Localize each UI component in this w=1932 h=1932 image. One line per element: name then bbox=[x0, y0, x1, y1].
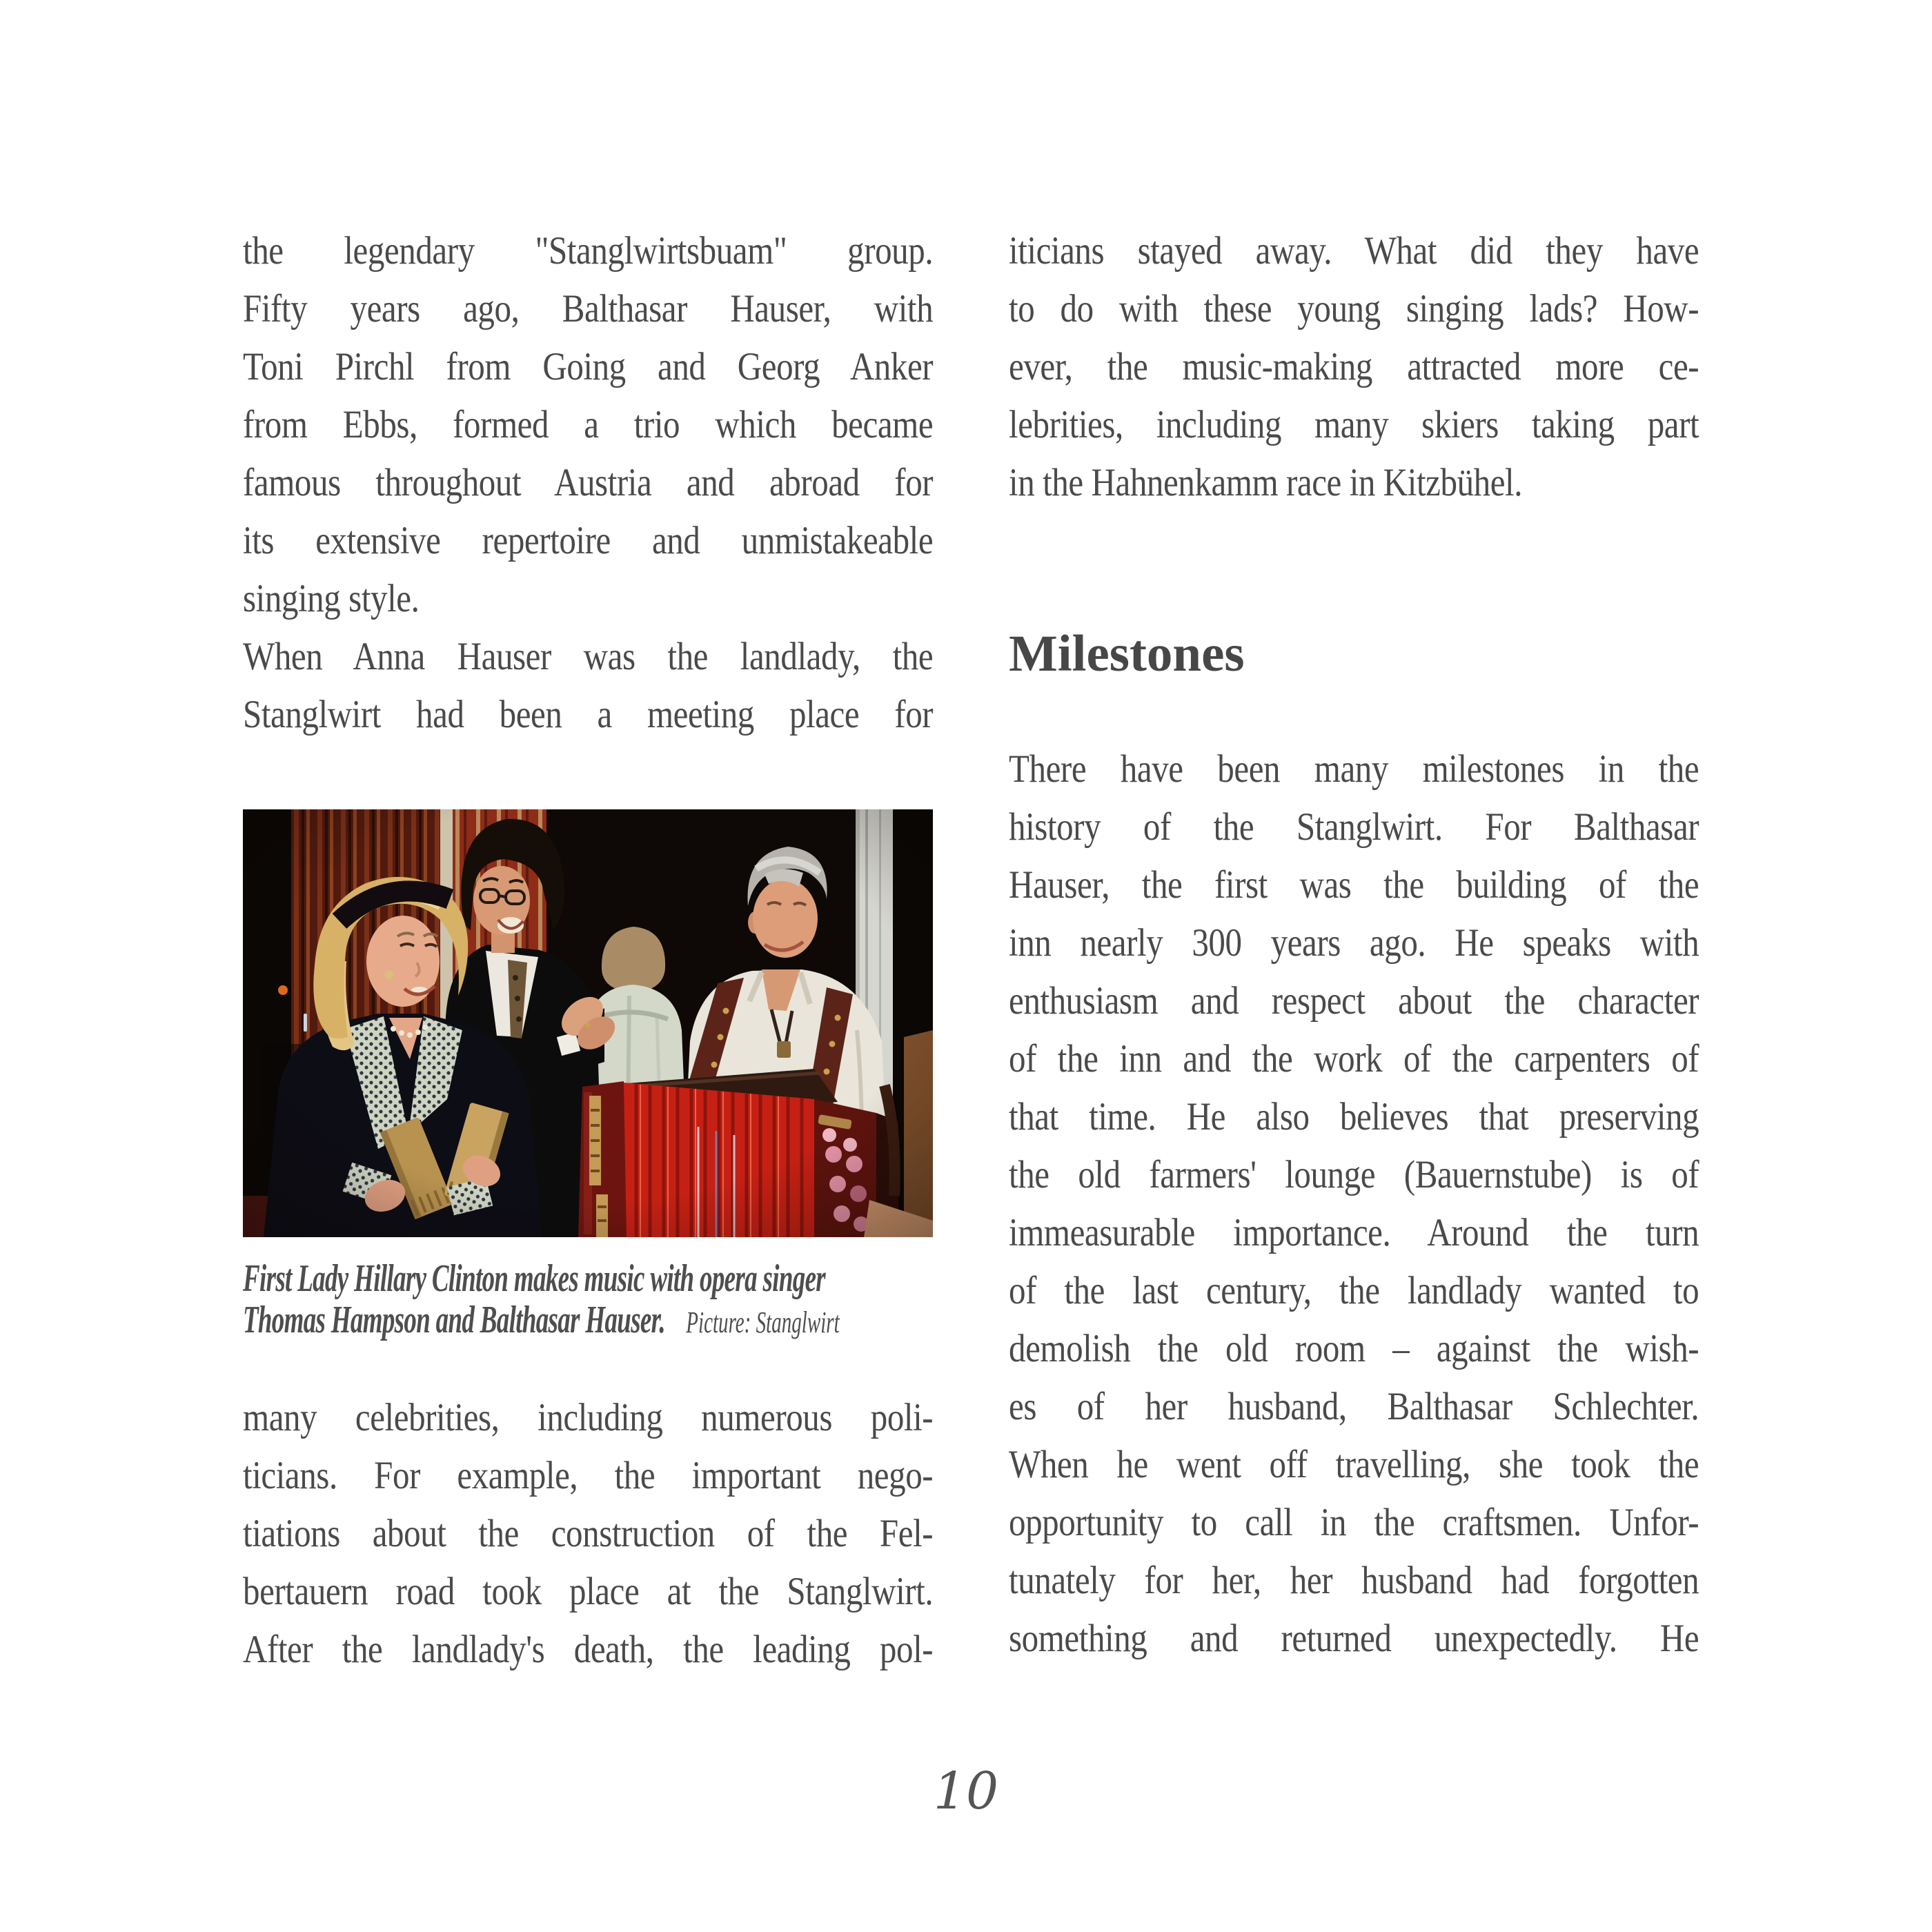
text-line: singing style. bbox=[243, 577, 420, 620]
text-line: many celebrities, including numerous poli- bbox=[243, 1396, 934, 1439]
text-line: iticians stayed away. What did they have bbox=[1009, 229, 1699, 273]
text-line: es of her husband, Balthasar Schlechter. bbox=[1009, 1385, 1699, 1428]
section-heading: Milestones bbox=[1009, 625, 1245, 682]
text-line: of the inn and the work of the carpenters of bbox=[1009, 1037, 1699, 1081]
photo-caption-text: Thomas Hampson and Balthasar Hauser. bbox=[243, 1299, 665, 1341]
photo-image bbox=[243, 809, 933, 1237]
text-line: enthusiasm and respect about the character bbox=[1009, 979, 1699, 1023]
paragraph bbox=[243, 1389, 933, 1679]
text-line: famous throughout Austria and abroad for bbox=[243, 461, 934, 504]
text-line: ticians. For example, the important nego- bbox=[243, 1454, 934, 1497]
text-line: tunately for her, her husband had forgotten bbox=[1009, 1559, 1699, 1602]
text-line: its extensive repertoire and unmistakeable bbox=[243, 519, 934, 562]
text-line: Stanglwirt had been a meeting place for bbox=[243, 693, 934, 736]
text-line: When he went off travelling, she took the bbox=[1009, 1443, 1699, 1486]
paragraph bbox=[1009, 222, 1699, 512]
text-line: to do with these young singing lads? How- bbox=[1009, 287, 1699, 331]
text-line: the legendary "Stanglwirtsbuam" group. bbox=[243, 229, 934, 273]
text-line: Toni Pirchl from Going and Georg Anker bbox=[243, 345, 934, 388]
text-line: that time. He also believes that preserving bbox=[1009, 1095, 1699, 1138]
text-line: from Ebbs, formed a trio which became bbox=[243, 403, 934, 446]
photo-caption-line2 bbox=[243, 1299, 933, 1343]
text-line: something and returned unexpectedly. He bbox=[1009, 1617, 1699, 1660]
photo bbox=[243, 809, 933, 1237]
text-line: immeasurable importance. Around the turn bbox=[1009, 1211, 1699, 1254]
paragraph bbox=[1009, 740, 1699, 1668]
text-line: of the last century, the landlady wanted to bbox=[1009, 1269, 1699, 1312]
text-line: When Anna Hauser was the landlady, the bbox=[243, 635, 934, 678]
text-line: After the landlady's death, the leading pol- bbox=[243, 1628, 934, 1671]
photo-caption bbox=[243, 1258, 933, 1343]
text-line: demolish the old room – against the wish- bbox=[1009, 1327, 1699, 1370]
page-number: 10 bbox=[933, 1762, 999, 1821]
right-column-top bbox=[1009, 222, 1699, 512]
photo-caption-text: First Lady Hillary Clinton makes music with opera singer bbox=[243, 1257, 826, 1300]
paragraph bbox=[243, 222, 933, 628]
paragraph bbox=[243, 628, 933, 744]
photo-caption-line1 bbox=[243, 1258, 933, 1299]
text-line: bertauern road took place at the Stanglwirt. bbox=[243, 1570, 934, 1613]
text-line: opportunity to call in the craftsmen. Unfor- bbox=[1009, 1501, 1699, 1544]
text-line: the old farmers' lounge (Bauernstube) is of bbox=[1009, 1153, 1699, 1196]
text-line: tiations about the construction of the Fel- bbox=[243, 1512, 934, 1555]
photo-caption-credit: Picture: Stanglwirt bbox=[686, 1305, 840, 1339]
text-line: lebrities, including many skiers taking part bbox=[1009, 403, 1699, 446]
right-column-bottom bbox=[1009, 740, 1699, 1668]
text-line: ever, the music-making attracted more ce- bbox=[1009, 345, 1699, 388]
text-line: inn nearly 300 years ago. He speaks with bbox=[1009, 921, 1699, 965]
text-line: Fifty years ago, Balthasar Hauser, with bbox=[243, 287, 934, 331]
left-column-bottom bbox=[243, 1389, 933, 1679]
left-column-top bbox=[243, 222, 933, 744]
text-line: history of the Stanglwirt. For Balthasar bbox=[1009, 805, 1699, 849]
text-line: in the Hahnenkamm race in Kitzbühel. bbox=[1009, 461, 1523, 504]
text-line: Hauser, the first was the building of the bbox=[1009, 863, 1699, 907]
text-line: There have been many milestones in the bbox=[1009, 747, 1699, 791]
